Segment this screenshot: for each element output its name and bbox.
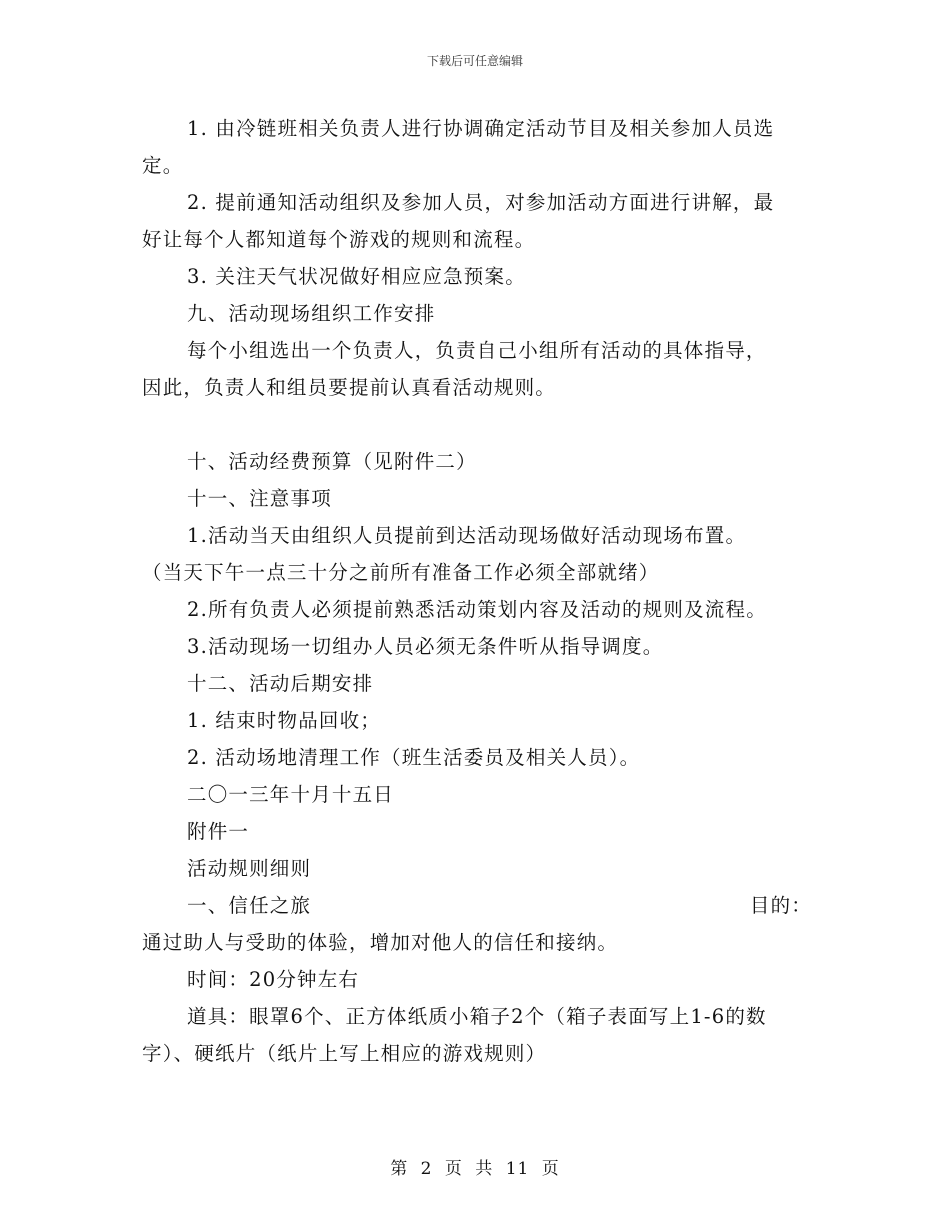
justified-line — [142, 887, 812, 924]
paragraph: 每个小组选出一个负责人，负责自己小组所有活动的具体指导， — [187, 339, 767, 362]
paragraph: 3.活动现场一切组办人员必须无条件听从指导调度。 — [187, 635, 664, 658]
paragraph: 2. 提前通知活动组织及参加人员，对参加活动方面进行讲解，最 — [187, 191, 775, 214]
section-heading: 九、活动现场组织工作安排 — [187, 302, 436, 325]
goal-label: 目的： — [749, 894, 812, 917]
section-heading: 十一、注意事项 — [187, 487, 332, 510]
paragraph: （当天下午一点三十分之前所有准备工作必须全部就绪） — [142, 561, 660, 584]
section-heading: 十、活动经费预算（见附件二） — [187, 450, 477, 473]
section-heading: 活动规则细则 — [187, 857, 312, 880]
paragraph: 时间：20分钟左右 — [187, 968, 360, 991]
paragraph: 因此，负责人和组员要提前认真看活动规则。 — [142, 376, 557, 399]
attachment-title: 附件一 — [187, 820, 250, 843]
paragraph: 1. 结束时物品回收； — [187, 709, 382, 732]
page-header-note: 下载后可任意编辑 — [426, 54, 523, 68]
date-line: 二〇一三年十月十五日 — [187, 783, 395, 806]
paragraph: 1. 由冷链班相关负责人进行协调确定活动节目及相关参加人员选 — [187, 117, 775, 140]
blank-line — [142, 406, 812, 443]
page-number: 第 2 页 共 11 页 — [390, 1159, 560, 1179]
paragraph: 道具：眼罩6个、正方体纸质小箱子2个（箱子表面写上1-6的数 — [187, 1005, 767, 1028]
subsection-heading: 一、信任之旅 — [187, 894, 312, 917]
paragraph: 2. 活动场地清理工作（班生活委员及相关人员）。 — [187, 746, 641, 769]
paragraph: 定。 — [142, 154, 184, 177]
paragraph: 2.所有负责人必须提前熟悉活动策划内容及活动的规则及流程。 — [187, 598, 767, 621]
section-heading: 十二、活动后期安排 — [187, 672, 374, 695]
paragraph: 好让每个人都知道每个游戏的规则和流程。 — [142, 228, 536, 251]
paragraph: 3. 关注天气状况做好相应应急预案。 — [187, 265, 526, 288]
paragraph: 1.活动当天由组织人员提前到达活动现场做好活动现场布置。 — [187, 524, 747, 547]
paragraph: 通过助人与受助的体验，增加对他人的信任和接纳。 — [142, 931, 619, 954]
document-body — [142, 110, 812, 1072]
paragraph: 字）、硬纸片（纸片上写上相应的游戏规则） — [142, 1042, 547, 1065]
